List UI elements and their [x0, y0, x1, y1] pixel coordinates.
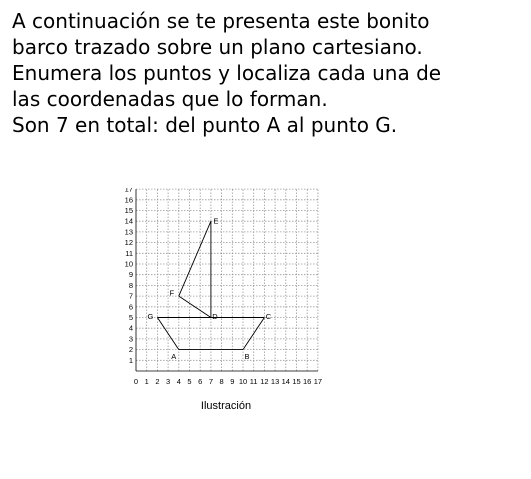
instruction-line: barco trazado sobre un plano cartesiano. [12, 35, 423, 59]
y-tick-label: 12 [124, 238, 133, 248]
y-tick-label: 11 [125, 248, 133, 258]
point-label: A [171, 352, 177, 362]
instructions-text [12, 8, 524, 138]
y-tick-label: 16 [124, 195, 133, 205]
point-label: E [213, 216, 219, 226]
x-tick-label: 3 [166, 377, 171, 386]
point-label: F [169, 288, 175, 298]
y-tick-label: 3 [128, 334, 133, 344]
y-tick-label: 15 [124, 206, 133, 215]
point-label: G [147, 312, 154, 321]
x-tick-label: 1 [144, 377, 149, 386]
x-tick-label: 16 [303, 377, 312, 386]
x-tick-label: 4 [176, 377, 181, 386]
instruction-line: Enumera los puntos y localiza cada una de [12, 61, 442, 85]
y-tick-label: 1 [128, 355, 133, 365]
y-tick-label: 10 [124, 259, 133, 269]
x-tick-label: 10 [238, 377, 248, 386]
instruction-line: las coordenadas que lo forman. [12, 87, 328, 111]
x-tick-label: 5 [187, 377, 192, 386]
y-tick-label: 5 [128, 313, 133, 322]
y-tick-label: 17 [124, 188, 133, 194]
y-tick-label: 7 [128, 291, 133, 301]
axes [136, 189, 318, 371]
x-tick-label: 11 [249, 377, 258, 386]
x-tick-label: 6 [198, 377, 203, 386]
cartesian-plane-figure [118, 188, 338, 404]
point-label: D [212, 312, 218, 321]
grid [136, 189, 318, 371]
y-tick-label: 4 [128, 323, 133, 333]
x-tick-label: 0 [133, 377, 139, 386]
instruction-line: A continuación se te presenta este bonito [12, 9, 430, 33]
y-tick-label: 2 [128, 345, 133, 355]
x-tick-label: 14 [281, 377, 290, 386]
y-tick-label: 9 [128, 270, 133, 280]
ship-segment [179, 221, 211, 296]
x-tick-label: 13 [270, 377, 280, 386]
y-tick-label: 13 [124, 227, 133, 237]
x-tick-label: 2 [155, 377, 160, 386]
y-tick-label: 14 [124, 216, 133, 226]
point-label: C [265, 312, 272, 321]
y-tick-label: 6 [128, 302, 133, 312]
y-tick-label: 8 [128, 280, 133, 290]
x-tick-label: 8 [219, 377, 224, 386]
point-label: B [244, 352, 250, 362]
x-tick-label: 17 [313, 377, 323, 386]
point-labels [147, 217, 271, 361]
x-tick-label: 7 [208, 377, 213, 386]
x-tick-label: 12 [260, 377, 269, 386]
instruction-line: Son 7 en total: del punto A al punto G. [12, 113, 398, 137]
x-tick-label: 9 [230, 377, 235, 386]
tick-labels [125, 188, 322, 386]
cartesian-plane [118, 188, 338, 400]
x-tick-label: 15 [292, 377, 301, 386]
figure-caption: Ilustración [200, 400, 252, 412]
